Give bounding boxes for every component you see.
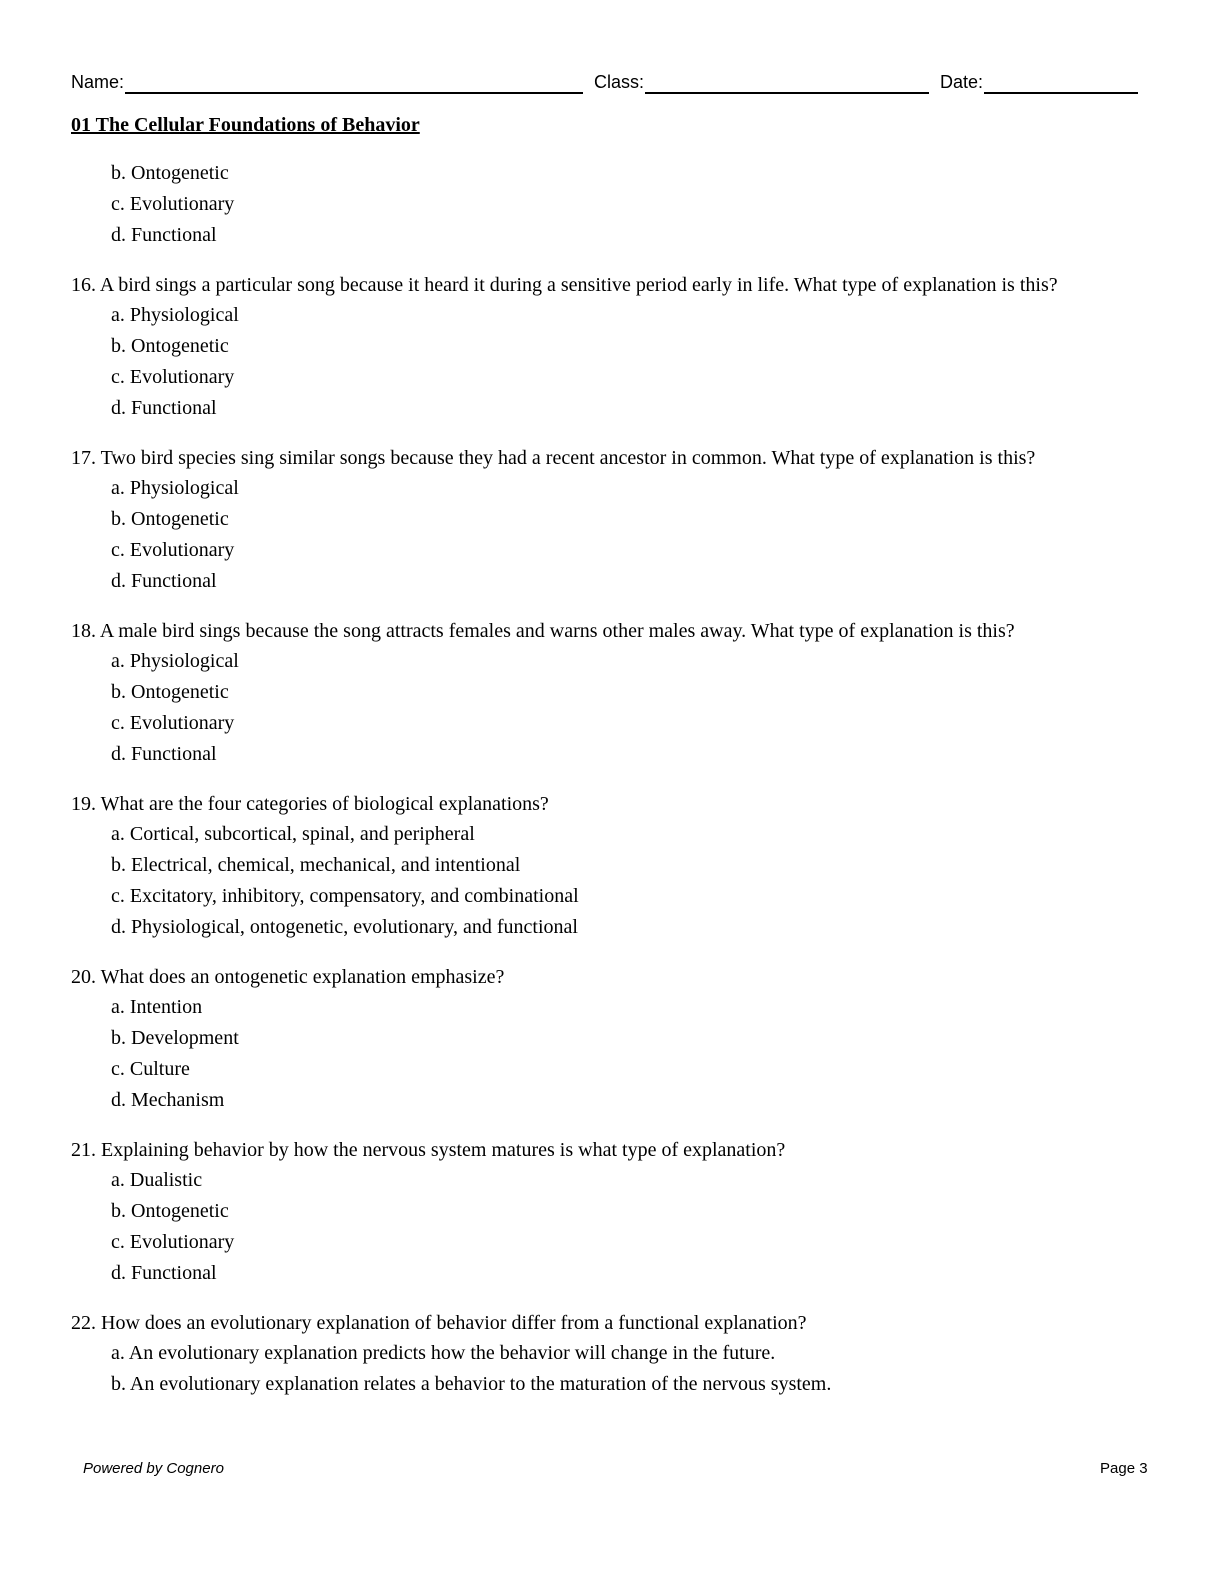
class-blank-line bbox=[645, 70, 929, 94]
answer-choice: b. Ontogenetic bbox=[111, 508, 229, 530]
question-stem: 18. A male bird sings because the song attracts females and warns other males away. What type of explanation is this? bbox=[71, 620, 1015, 642]
answer-choice: a. An evolutionary explanation predicts how the behavior will change in the future. bbox=[111, 1342, 776, 1364]
answer-choice: c. Evolutionary bbox=[111, 712, 235, 734]
question-stem: 16. A bird sings a particular song because it heard it during a sensitive period early in life. What type of explanation is this? bbox=[71, 274, 1058, 296]
date-label: Date: bbox=[940, 72, 984, 92]
class-field bbox=[594, 70, 929, 94]
class-label: Class: bbox=[594, 72, 645, 92]
answer-choice: b. An evolutionary explanation relates a behavior to the maturation of the nervous system. bbox=[111, 1373, 832, 1395]
name-field bbox=[71, 70, 583, 94]
question-18 bbox=[71, 619, 1151, 770]
answer-choice: a. Dualistic bbox=[111, 1169, 203, 1191]
answer-choice: b. Ontogenetic bbox=[111, 335, 229, 357]
answer-choice: d. Mechanism bbox=[111, 1089, 225, 1111]
answer-choice: a. Intention bbox=[111, 996, 203, 1018]
answer-choice: a. Physiological bbox=[111, 477, 239, 499]
date-field bbox=[940, 70, 1138, 94]
name-blank-line bbox=[125, 70, 583, 94]
answer-choice: c. Evolutionary bbox=[111, 193, 235, 215]
question-stem: 17. Two bird species sing similar songs because they had a recent ancestor in common. What type of explanation is this? bbox=[71, 447, 1036, 469]
answer-choice: b. Ontogenetic bbox=[111, 162, 229, 184]
question-stem: 21. Explaining behavior by how the nervous system matures is what type of explanation? bbox=[71, 1139, 786, 1161]
question-stem: 22. How does an evolutionary explanation of behavior differ from a functional explanation? bbox=[71, 1312, 807, 1334]
answer-choice: a. Cortical, subcortical, spinal, and peripheral bbox=[111, 823, 475, 845]
answer-choice: a. Physiological bbox=[111, 650, 239, 672]
answer-choice: d. Functional bbox=[111, 570, 217, 592]
name-label: Name: bbox=[71, 72, 125, 92]
answer-choice: d. Functional bbox=[111, 1262, 217, 1284]
question-stem: 20. What does an ontogenetic explanation emphasize? bbox=[71, 966, 505, 988]
answer-choice: c. Evolutionary bbox=[111, 1231, 235, 1253]
answer-choice: b. Development bbox=[111, 1027, 239, 1049]
answer-choice: c. Evolutionary bbox=[111, 366, 235, 388]
student-info-header bbox=[71, 70, 1143, 98]
answer-choice: c. Excitatory, inhibitory, compensatory, and combinational bbox=[111, 885, 579, 907]
answer-choice: d. Physiological, ontogenetic, evolutionary, and functional bbox=[111, 916, 578, 938]
question-20 bbox=[71, 965, 1151, 1116]
question-stem: 19. What are the four categories of biological explanations? bbox=[71, 793, 549, 815]
chapter-title: 01 The Cellular Foundations of Behavior bbox=[71, 114, 420, 136]
powered-by-footer: Powered by Cognero bbox=[83, 1460, 224, 1477]
question-list bbox=[71, 158, 1151, 1400]
answer-choice: d. Functional bbox=[111, 397, 217, 419]
question-22 bbox=[71, 1311, 1151, 1400]
answer-choice: b. Ontogenetic bbox=[111, 1200, 229, 1222]
answer-choice: b. Ontogenetic bbox=[111, 681, 229, 703]
answer-choice: d. Functional bbox=[111, 224, 217, 246]
date-blank-line bbox=[984, 70, 1138, 94]
answer-choice: b. Electrical, chemical, mechanical, and intentional bbox=[111, 854, 521, 876]
question-21 bbox=[71, 1138, 1151, 1289]
carryover-choices bbox=[71, 158, 1151, 251]
answer-choice: c. Culture bbox=[111, 1058, 190, 1080]
answer-choice: c. Evolutionary bbox=[111, 539, 235, 561]
page-number: Page 3 bbox=[1100, 1460, 1148, 1477]
answer-choice: d. Functional bbox=[111, 743, 217, 765]
question-19 bbox=[71, 792, 1151, 943]
question-16 bbox=[71, 273, 1151, 424]
question-17 bbox=[71, 446, 1151, 597]
answer-choice: a. Physiological bbox=[111, 304, 239, 326]
